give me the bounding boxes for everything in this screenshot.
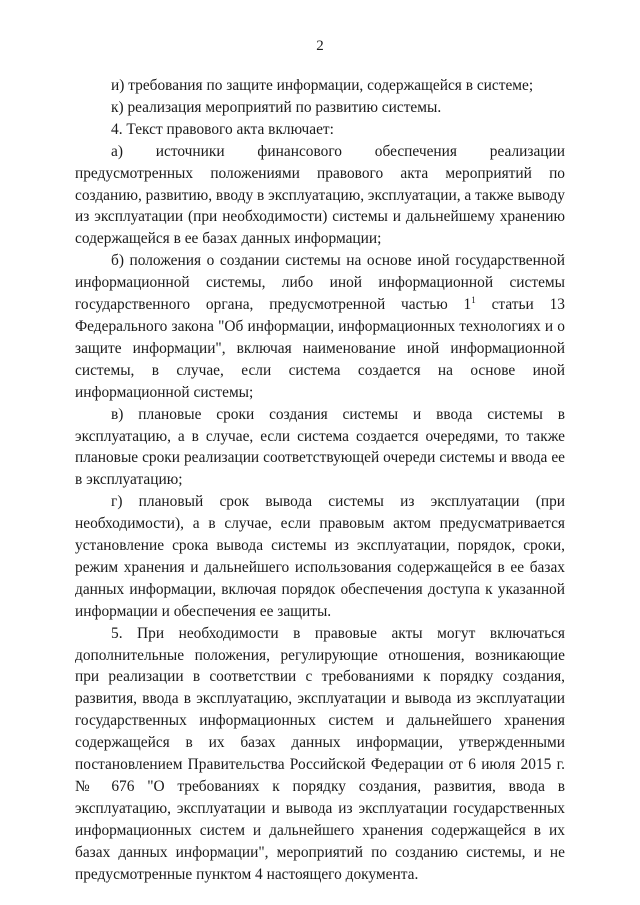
- paragraph-item-b: [75, 250, 565, 403]
- paragraph-item-i: и) требования по защите информации, содержащейся в системе;: [111, 77, 534, 94]
- document-body: [75, 75, 565, 886]
- superscript-part-number: 1: [471, 294, 476, 305]
- paragraph-item-b-end: статьи 13 Федерального закона "Об информации, информационных технологиях и о защите информации", включая наименование иной информационной системы, в случае, если система создается на основе иной информационной системы;: [75, 296, 565, 401]
- paragraph-item-b-start: б) положения о создании системы на основе иной государственной информационной системы, либо иной информационной системы государственного органа, предусмотренной частью 1: [75, 252, 565, 314]
- paragraph-item-k: к) реализация мероприятий по развитию системы.: [111, 98, 442, 116]
- paragraph-item-v: в) плановые сроки создания системы и ввода системы в эксплуатацию, а в случае, если система создается очередями, то также плановые сроки реализации соответствующей очереди системы и ввода ее в эксплуатацию;: [75, 405, 565, 489]
- paragraph-item-g: г) плановый срок вывода системы из эксплуатации (при необходимости), а в случае, если правовым актом предусматривается установление срока вывода системы из эксплуатации, порядок, сроки, режим хранения и дальнейшего использования содержащейся в ее базах данных информации, включая порядок обеспечения доступа к указанной информации и обеспечения ее защиты.: [75, 493, 565, 620]
- paragraph-section-5: 5. При необходимости в правовые акты могут включаться дополнительные положения, регулирующие отношения, возникающие при реализации в соответствии с требованиями к порядку создания, развития, ввода в эксплуатацию, эксплуатации и вывода из эксплуатации государственных информационных систем и дальнейшего хранения содержащейся в их базах данных информации, утвержденными постановлением Правительства Российской Федерации от 6 июля 2015 г. № 676 "О требованиях к порядку создания, развития, ввода в эксплуатацию, эксплуатации и вывода из эксплуатации государственных информационных систем и дальнейшего хранения содержащейся в их базах данных информации", мероприятий по созданию системы, и не предусмотренные пунктом 4 настоящего документа.: [75, 624, 565, 883]
- paragraph-section-4: 4. Текст правового акта включает:: [111, 120, 334, 138]
- page-number: 2: [316, 38, 324, 54]
- paragraph-item-a: а) источники финансового обеспечения реализации предусмотренных положениями правового акта мероприятий по созданию, развитию, вводу в эксплуатацию, эксплуатации, а также выводу из эксплуатации (при необходимости) системы и дальнейшему хранению содержащейся в ее базах данных информации;: [75, 142, 565, 248]
